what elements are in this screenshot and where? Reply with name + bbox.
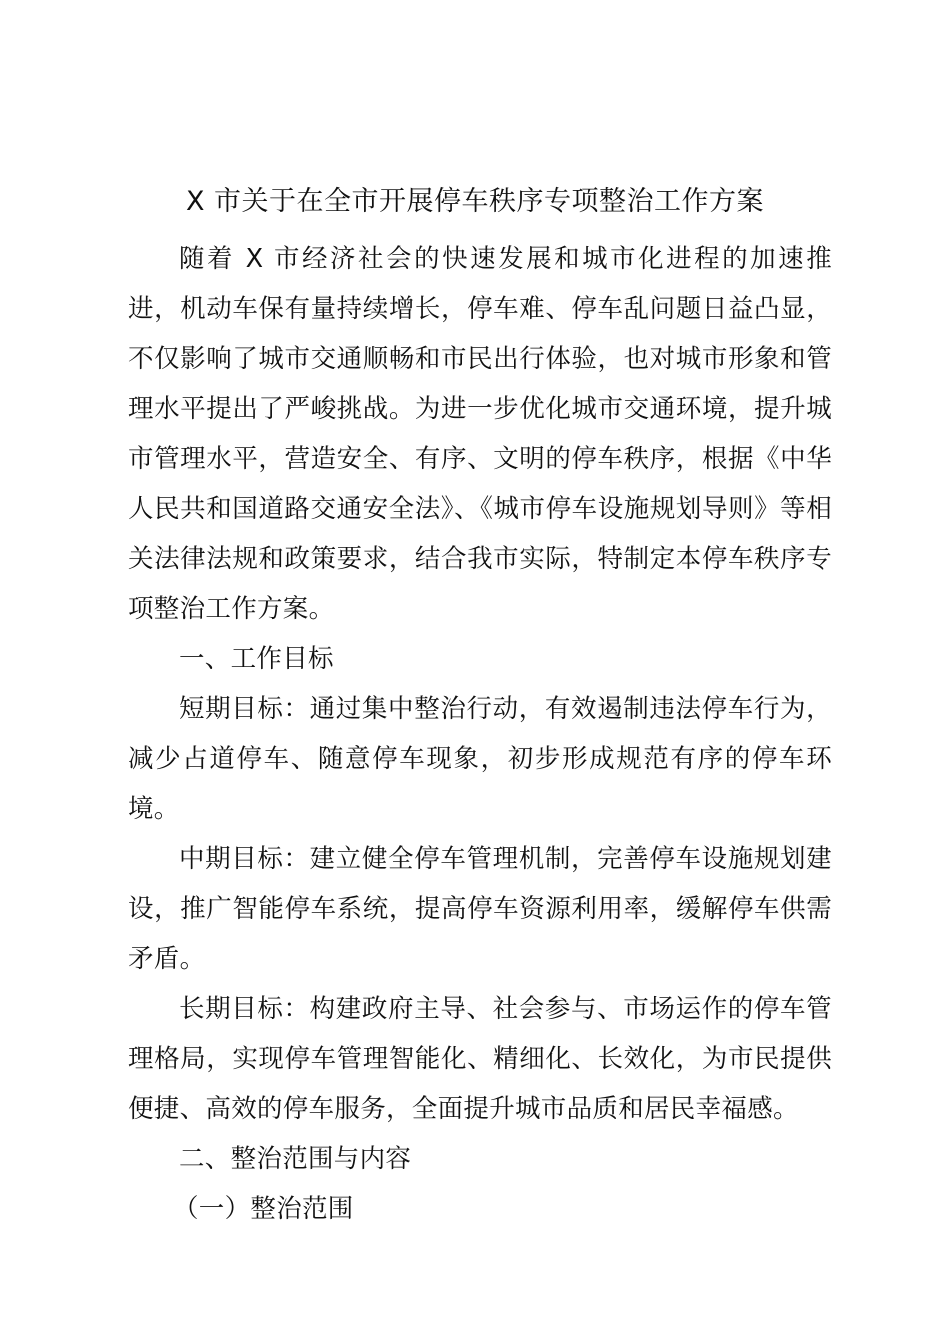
document-title: X 市关于在全市开展停车秩序专项整治工作方案 bbox=[185, 186, 765, 217]
section-heading-scope: 二、整治范围与内容 bbox=[179, 1144, 412, 1174]
intro-paragraph: 随着 X 市经济社会的快速发展和城市化进程的加速推进，机动车保有量持续增长，停车难、停车乱问题日益凸显，不仅影响了城市交通顺畅和市民出行体验，也对城市形象和管理水平提出了严峻挑战。为进一步优化城市交通环境，提升城市管理水平，营造安全、有序、文明的停车秩序，根据《中华人民共和国道路交通安全法》、《城市停车设施规划导则》等相关法律法规和政策要求，结合我市实际，特制定本停车秩序专项整治工作方案。 bbox=[128, 244, 832, 624]
mid-term-goal-paragraph: 中期目标：建立健全停车管理机制，完善停车设施规划建设，推广智能停车系统，提高停车资源利用率，缓解停车供需矛盾。 bbox=[128, 844, 832, 974]
subsection-heading-scope: （一）整治范围 bbox=[173, 1194, 354, 1224]
long-term-goal-paragraph: 长期目标：构建政府主导、社会参与、市场运作的停车管理格局，实现停车管理智能化、精细化、长效化，为市民提供便捷、高效的停车服务，全面提升城市品质和居民幸福感。 bbox=[128, 994, 832, 1124]
section-heading-goals: 一、工作目标 bbox=[179, 644, 334, 674]
short-term-goal-paragraph: 短期目标：通过集中整治行动，有效遏制违法停车行为，减少占道停车、随意停车现象，初步形成规范有序的停车环境。 bbox=[128, 694, 832, 824]
document-body bbox=[128, 234, 832, 1234]
